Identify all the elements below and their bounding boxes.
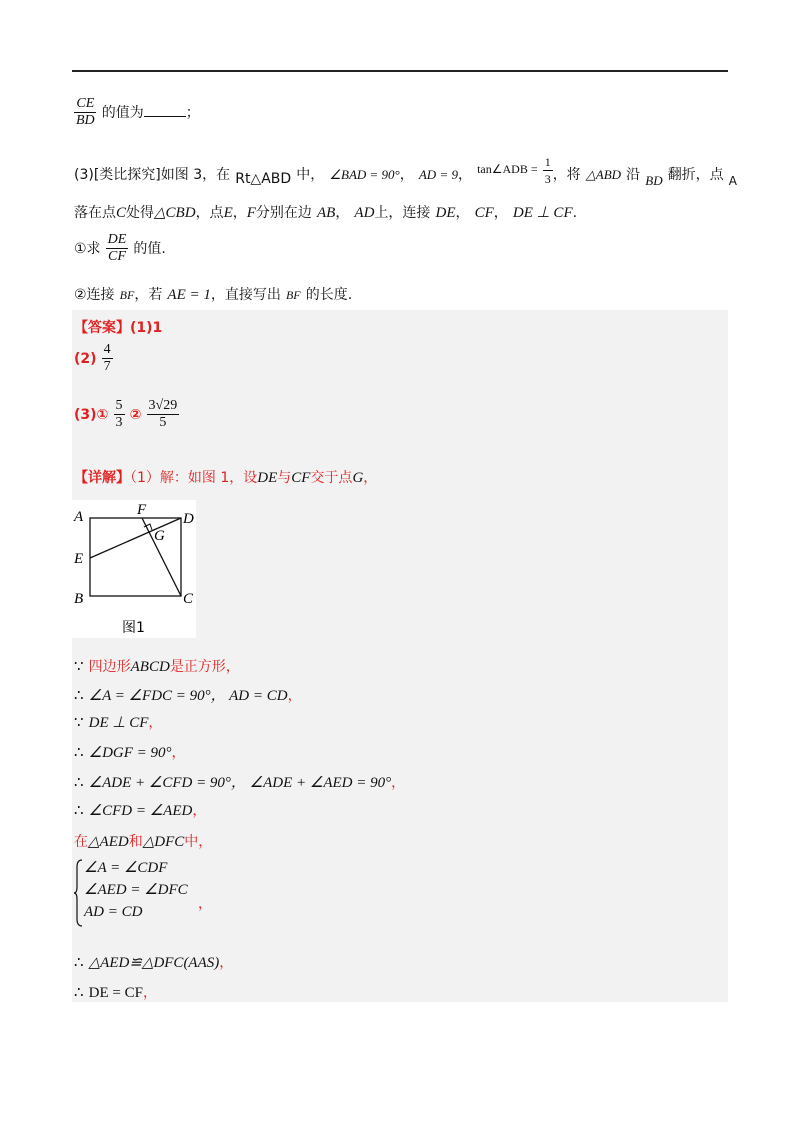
proof-line-3: ∵ DE ⊥ CF， [74,715,163,731]
label-a: A [74,509,84,525]
in-triangles-line: 在△AED和△DFC中， [74,834,213,850]
label-g: G [154,528,165,544]
answer-blank [144,104,186,117]
square-diagram [72,500,196,638]
label-d: D [183,511,194,527]
q3-line2: 落在点C处得△CBD，点E，F分别在边 AB， AD上，连接 DE， CF， DE ⊥ CF. [74,205,578,221]
proof-line-2: ∴ ∠A = ∠FDC = 90°， AD = CD， [74,688,302,704]
system-eq-2: ∠AED = ∠DFC [84,882,188,898]
answer-line2: (2) $\frac{4}{7}$ [74,342,111,374]
label-f: F [137,502,147,518]
left-brace [74,859,84,927]
figure-1 [72,500,196,638]
de-cf-fraction: $\frac{DE}{CF}$ [107,232,127,264]
proof-line-6: ∴ ∠CFD = ∠AED， [74,803,207,819]
label-c: C [183,591,194,607]
segment-de [90,518,181,558]
detail-line: 【详解】（1）解：如图 1，设DE与CF交于点G， [74,470,378,486]
congruence-line: ∴ △AED≌△DFC(AAS)， [74,955,234,971]
answer2-fraction: $\frac{4}{7}$ [103,342,111,374]
header-rule [72,70,728,72]
label-e: E [74,551,84,567]
conclusion-line: ∴ DE = CF， [74,985,157,1001]
proof-line-4: ∴ ∠DGF = 90°， [74,745,186,761]
system-eq-3: AD = CD [84,904,143,920]
q3-part2: ②连接 BF，若 AE = 1，直接写出 BF 的长度. [74,287,353,303]
q3-line1: (3)[类比探究]如图 3，在 Rt△ABD 中， ∠BAD = 90°， AD = 9， $^{tan\angle ADB =}$ $\frac{1}{3}$ ，将 △ABD 沿 $_{BD}$ 翻折，点 $_A$ [74,155,737,188]
tan-fraction: $\frac{1}{3}$ [544,155,551,186]
ce-bd-fraction: $\frac{CE}{BD}$ [76,96,95,128]
answer-line3: (3)① $\frac{5}{3}$ ② $\frac{3√29}{5}$ [74,398,178,430]
answer-line1: 【答案】(1)1 [74,320,163,336]
q3-part1: ①求 $\frac{DE}{CF}$ 的值. [74,232,166,264]
q2-tail: $\frac{CE}{BD}$ 的值为 ； [76,96,200,128]
square-abcd [90,518,181,596]
figure-caption: 图1 [122,620,145,636]
proof-line-1: ∵ 四边形ABCD是正方形， [74,659,240,675]
label-b: B [74,591,84,607]
answer3-1-fraction: $\frac{5}{3}$ [115,398,123,430]
answer3-2-fraction: $\frac{3√29}{5}$ [148,398,178,430]
system-eq-1: ∠A = ∠CDF [84,860,168,876]
proof-line-5: ∴ ∠ADE + ∠CFD = 90°， ∠ADE + ∠AED = 90°， [74,775,406,791]
